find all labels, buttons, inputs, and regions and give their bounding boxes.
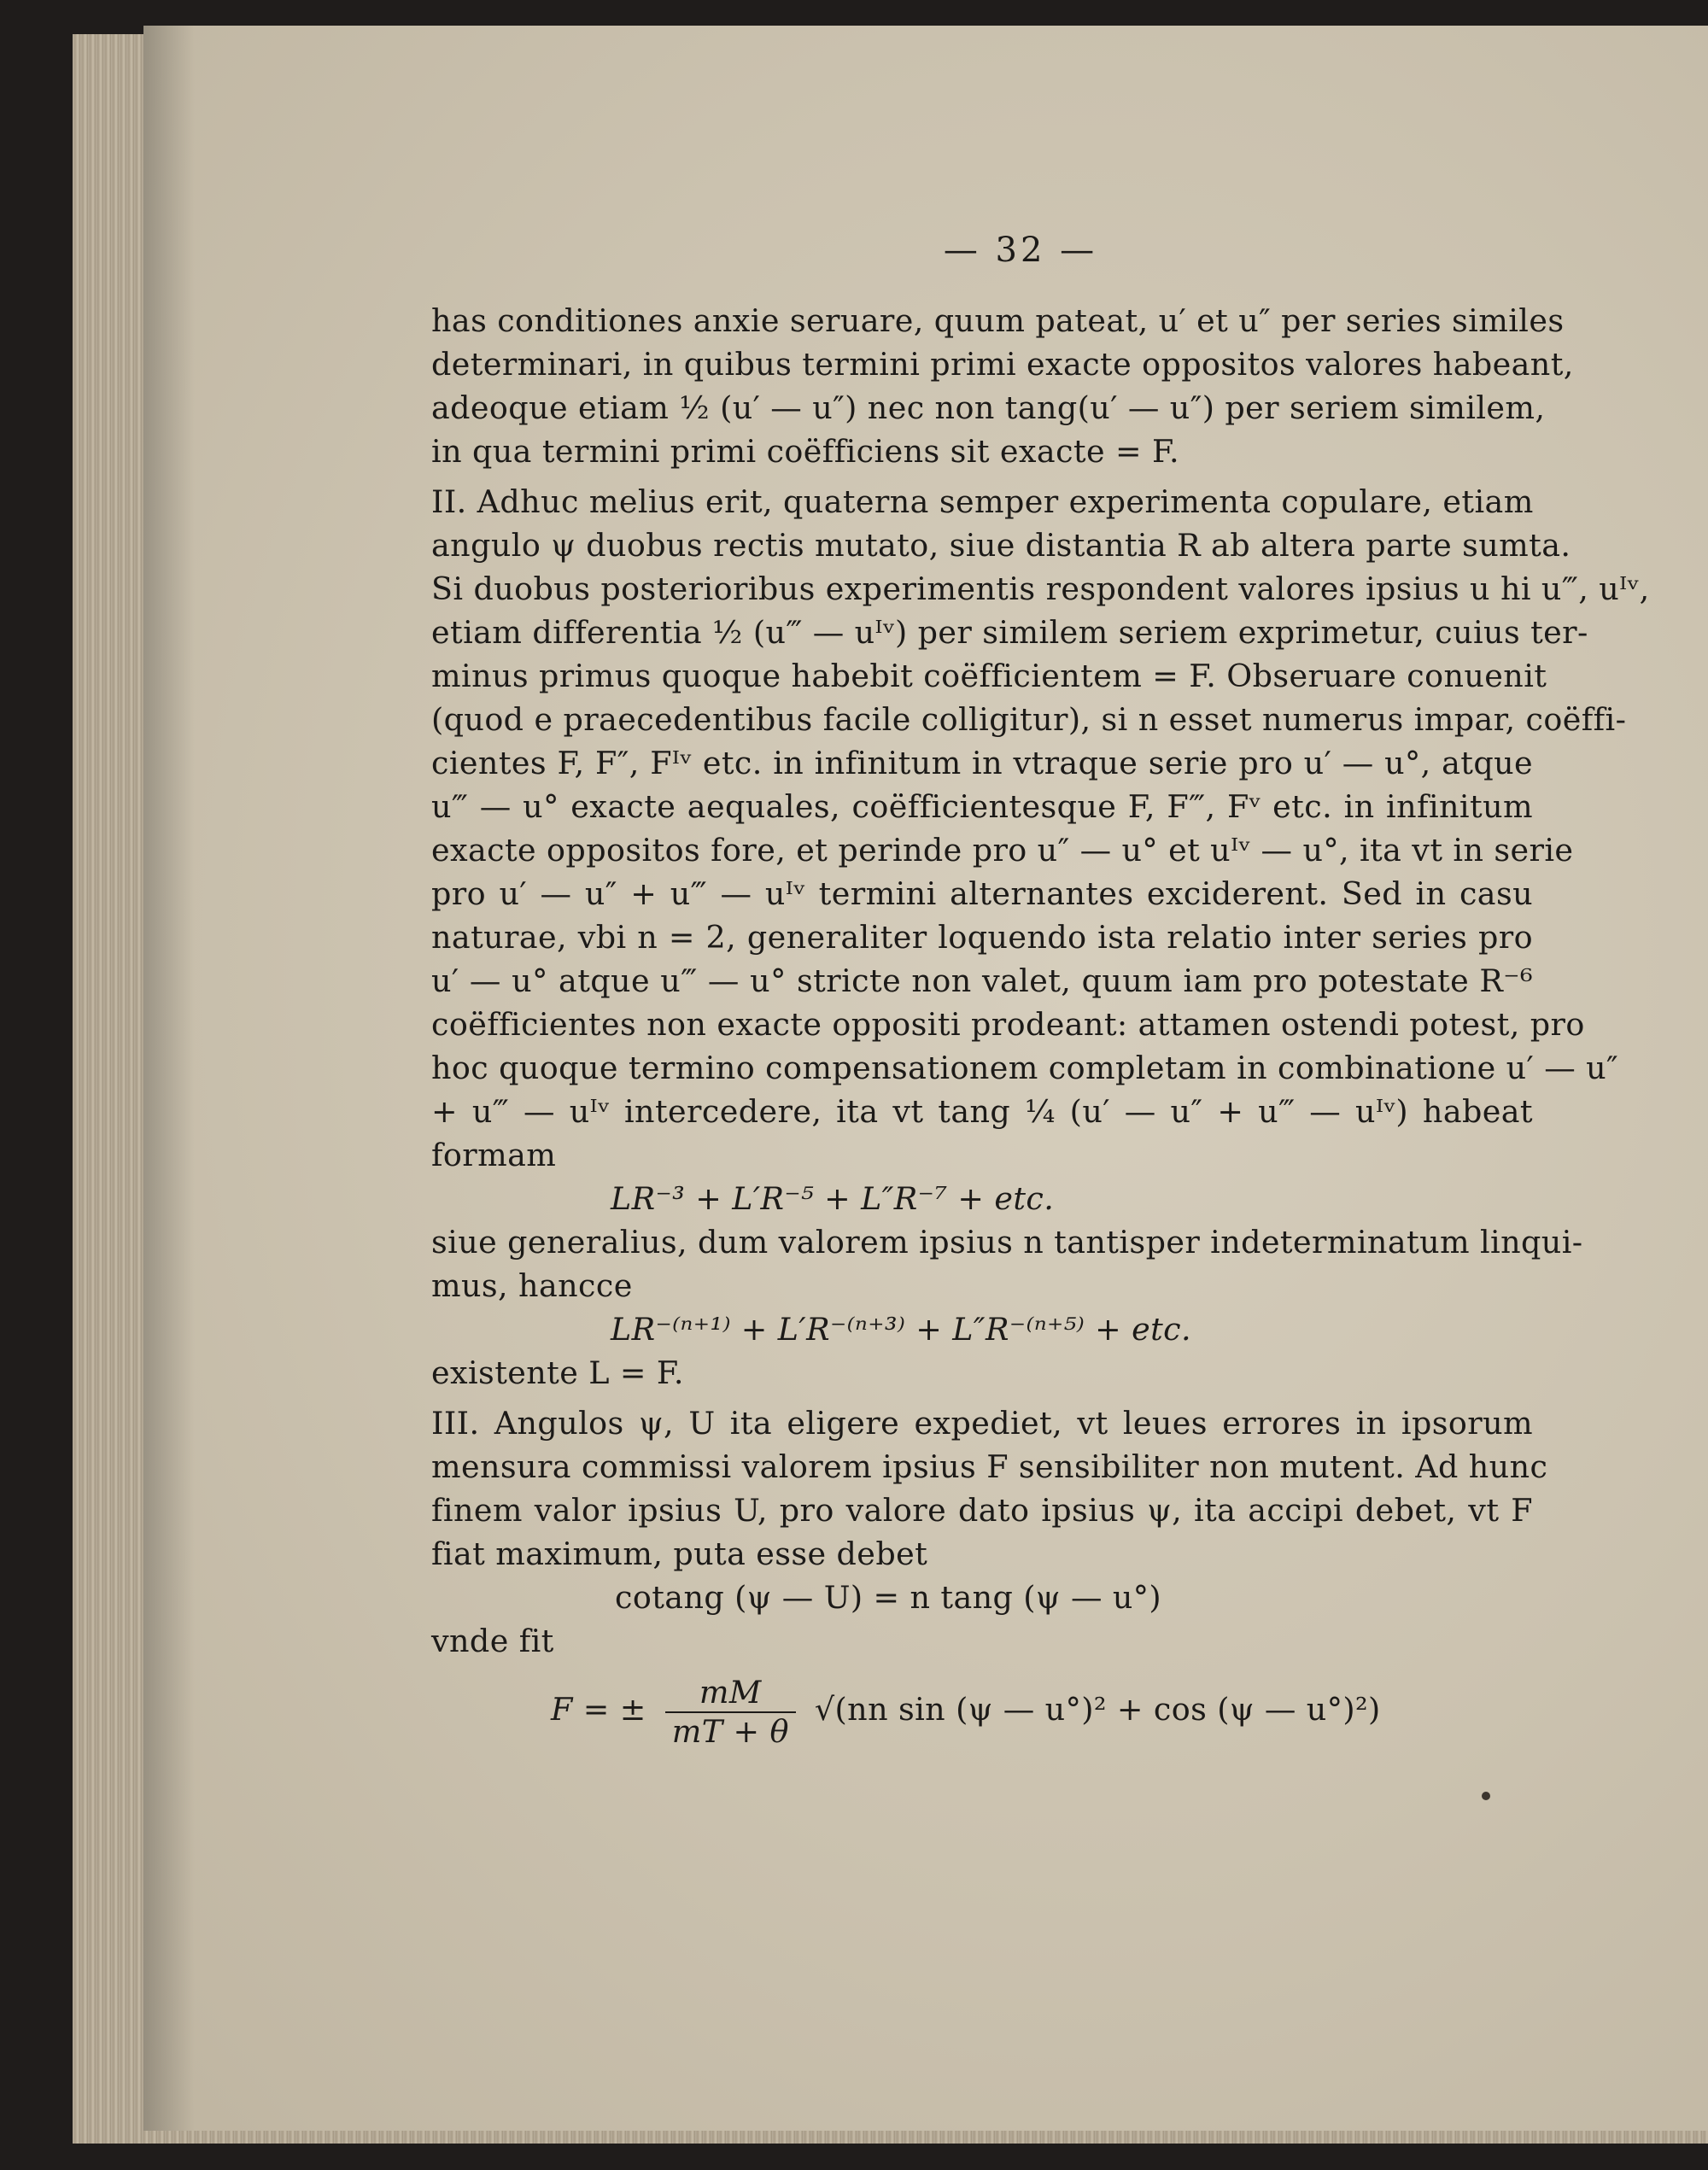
text-line: u′ — u° atque u‴ — u° stricte non valet, quum iam pro potestate R⁻⁶ xyxy=(431,962,1533,999)
fraction-numerator: mM xyxy=(665,1674,796,1713)
formula-series-1: LR⁻³ + L′R⁻⁵ + L″R⁻⁷ + etc. xyxy=(611,1180,1055,1217)
text-line: determinari, in quibus termini primi exacte oppositos valores habeant, xyxy=(431,346,1574,383)
text-line: formam xyxy=(431,1137,557,1173)
page-number: — 32 — xyxy=(943,231,1098,270)
text-line: in qua termini primi coëfficiens sit exacte = F. xyxy=(431,433,1180,470)
text-line: mensura commissi valorem ipsius F sensibiliter non mutent. Ad hunc xyxy=(431,1448,1548,1485)
paragraph-gap xyxy=(431,473,1533,480)
text-line: coëfficientes non exacte oppositi prodeant: attamen ostendi potest, pro xyxy=(431,1006,1585,1043)
formula-F xyxy=(431,1663,1533,1757)
formula-cotang: cotang (ψ — U) = n tang (ψ — u°) xyxy=(615,1579,1162,1616)
text-block xyxy=(431,231,1650,1757)
text-line: adeoque etiam ½ (u′ — u″) nec non tang(u′ — u″) per seriem similem, xyxy=(431,389,1546,426)
text-line: + u‴ — uᴵᵛ intercedere, ita vt tang ¼ (u′ — u″ + u‴ — uᴵᵛ) habeat xyxy=(431,1093,1533,1130)
ink-speck xyxy=(1482,1792,1490,1800)
text-line: minus primus quoque habebit coëfficientem = F. Obseruare conuenit xyxy=(431,658,1547,694)
paragraph-gap xyxy=(431,1395,1533,1401)
formula-series-2: LR⁻⁽ⁿ⁺¹⁾ + L′R⁻⁽ⁿ⁺³⁾ + L″R⁻⁽ⁿ⁺⁵⁾ + etc. xyxy=(611,1311,1192,1348)
text-line: finem valor ipsius U, pro valore dato ipsius ψ, ita accipi debet, vt F xyxy=(431,1492,1533,1529)
text-line: angulo ψ duobus rectis mutato, siue distantia R ab altera parte sumta. xyxy=(431,527,1571,564)
text-line: exacte oppositos fore, et perinde pro u″ — u° et uᴵᵛ — u°, ita vt in serie xyxy=(431,832,1574,869)
text-line: (quod e praecedentibus facile colligitur), si n esset numerus impar, coëffi- xyxy=(431,701,1627,738)
text-line: hoc quoque termino compensationem completam in combinatione u′ — u″ xyxy=(431,1050,1619,1086)
text-line: u‴ — u° exacte aequales, coëfficientesque F, F‴, Fᵛ etc. in infinitum xyxy=(431,788,1533,825)
text-line: naturae, vbi n = 2, generaliter loquendo ista relatio inter series pro xyxy=(431,919,1533,956)
fraction-denominator: mT + θ xyxy=(671,1712,789,1750)
formula-F-root: √(nn sin (ψ — u°)² + cos (ψ — u°)²) xyxy=(814,1691,1381,1728)
page-gutter-shadow xyxy=(143,26,195,2131)
text-line: existente L = F. xyxy=(431,1354,684,1391)
text-line: III. Angulos ψ, U ita eligere expediet, vt leues errores in ipsorum xyxy=(431,1405,1533,1442)
text-line: cientes F, F″, Fᴵᵛ etc. in infinitum in vtraque serie pro u′ — u°, atque xyxy=(431,745,1533,781)
text-line: siue generalius, dum valorem ipsius n tantisper indeterminatum linqui- xyxy=(431,1224,1583,1260)
text-line: II. Adhuc melius erit, quaterna semper experimenta copulare, etiam xyxy=(431,483,1534,520)
text-line: vnde fit xyxy=(431,1623,554,1659)
text-line: pro u′ — u″ + u‴ — uᴵᵛ termini alternantes exciderent. Sed in casu xyxy=(431,875,1533,912)
fraction xyxy=(665,1674,796,1751)
text-line: etiam differentia ½ (u‴ — uᴵᵛ) per similem seriem exprimetur, cuius ter- xyxy=(431,614,1588,651)
text-line: fiat maximum, puta esse debet xyxy=(431,1535,928,1572)
formula-F-lhs: F = ± xyxy=(551,1691,646,1728)
text-line: mus, hancce xyxy=(431,1267,633,1304)
text-line: Si duobus posterioribus experimentis respondent valores ipsius u hi u‴, uᴵᵛ, xyxy=(431,570,1650,607)
text-line: has conditiones anxie seruare, quum pateat, u′ et u″ per series similes xyxy=(431,302,1565,339)
